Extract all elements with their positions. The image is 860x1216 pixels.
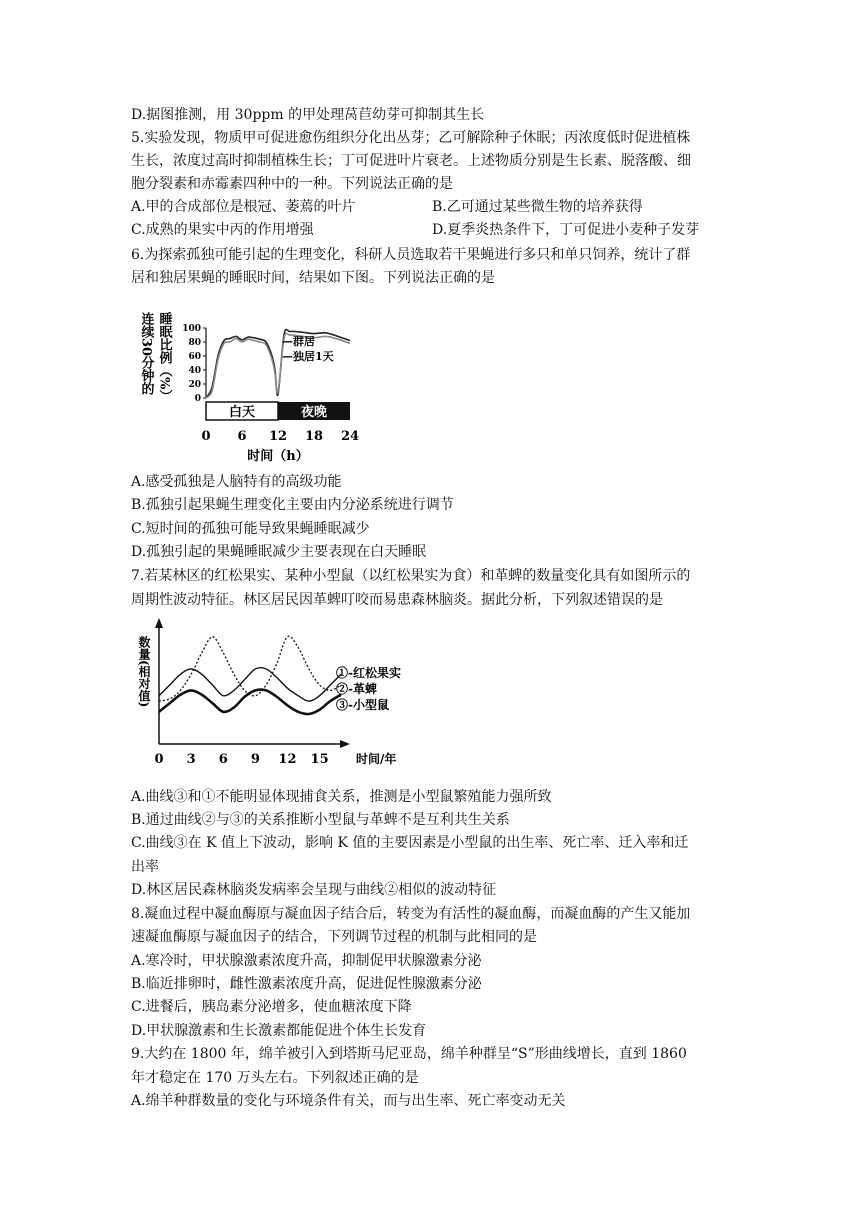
q8-option-c: C.进餐后，胰岛素分泌增多，使血糖浓度下降 <box>131 999 412 1015</box>
q9-stem-line2: 年才稳定在 170 万头左右。下列叙述正确的是 <box>131 1070 419 1086</box>
q5-stem-line3: 胞分裂素和赤霉素四种中的一种。下列说法正确的是 <box>131 176 453 192</box>
sleep-xtick-label: 12 <box>268 429 288 444</box>
sleep-xtick-label: 6 <box>237 429 247 444</box>
y-axis-arrow <box>155 618 163 628</box>
q7-option-a: A.曲线③和①不能明显体现捕食关系，推测是小型鼠繁殖能力强所致 <box>131 789 552 805</box>
sleep-chart <box>134 300 364 470</box>
sleep-legend-group: —群居 <box>282 335 315 348</box>
q5-option-b: B.乙可通过某些微生物的培养获得 <box>432 199 643 215</box>
q4-option-d: D.据图推测，用 30ppm 的甲处理莴苣幼芽可抑制其生长 <box>131 107 485 123</box>
q5-option-a: A.甲的合成部位是根冠、萎蔫的叶片 <box>131 199 356 215</box>
pop-xtick-label: 0 <box>154 752 164 767</box>
daytime-label: 白天 <box>228 405 256 420</box>
legend-tick: ②-革蜱 <box>336 682 377 696</box>
pop-xtick-label: 6 <box>218 752 228 767</box>
q5-option-c: C.成熟的果实中丙的作用增强 <box>131 222 314 238</box>
sleep-xtick-label: 24 <box>340 429 360 444</box>
sleep-ytick-label: 0 <box>194 394 201 404</box>
pop-xtick-label: 9 <box>250 752 260 767</box>
q6-option-c: C.短时间的孤独可能导致果蝇睡眠减少 <box>131 521 370 537</box>
pop-series-line-2 <box>159 690 341 714</box>
q7-option-b: B.通过曲线②与③的关系推断小型鼠与革蜱不是互利共生关系 <box>131 812 510 828</box>
sleep-ytick-label: 100 <box>182 324 201 334</box>
q6-stem-line1: 6.为探索孤独可能引起的生理变化，科研人员选取若干果蝇进行多只和单只饲养，统计了群 <box>131 247 691 263</box>
q7-option-d: D.林区居民森林脑炎发病率会呈现与曲线②相似的波动特征 <box>131 882 497 898</box>
q5-stem-line1: 5.实验发现，物质甲可促进愈伤组织分化出丛芽；乙可解除种子休眠；丙浓度低时促进植株 <box>131 130 691 146</box>
q6-option-d: D.孤独引起的果蝇睡眠减少主要表现在白天睡眠 <box>131 544 427 560</box>
sleep-chart-ylabel-2: 睡眠比例（%） <box>156 312 172 403</box>
q6-option-b: B.孤独引起果蝇生理变化主要由内分泌系统进行调节 <box>131 497 454 513</box>
q7-stem-line1: 7.若某林区的红松果实、某种小型鼠（以红松果实为食）和革蜱的数量变化具有如图所示的 <box>131 568 691 584</box>
q9-option-a: A.绵羊种群数量的变化与环境条件有关，而与出生率、死亡率变动无关 <box>131 1093 566 1109</box>
sleep-xtick-label: 18 <box>304 429 324 444</box>
sleep-chart-ylabel-1: 连续30分钟的 <box>138 312 154 396</box>
q7-stem-line2: 周期性波动特征。林区居民因革蜱叮咬而易患森林脑炎。据此分析，下列叙述错误的是 <box>131 592 663 608</box>
q8-stem-line1: 8.凝血过程中凝血酶原与凝血因子结合后，转变为有活性的凝血酶，而凝血酶的产生又能加 <box>131 906 691 922</box>
legend-mouse: ③-小型鼠 <box>336 698 389 712</box>
sleep-ytick-label: 40 <box>188 366 201 376</box>
sleep-ytick-label: 80 <box>188 338 201 348</box>
sleep-ytick-label: 20 <box>188 380 201 390</box>
q8-stem-line2: 速凝血酶原与凝血因子的结合，下列调节过程的机制与此相同的是 <box>131 929 537 945</box>
pop-xtick-label: 12 <box>278 752 297 767</box>
q8-option-a: A.寒冷时，甲状腺激素浓度升高，抑制促甲状腺激素分泌 <box>131 953 482 969</box>
sleep-legend-solo: —独居1天 <box>282 350 334 363</box>
q5-stem-line2: 生长，浓度过高时抑制植株生长；丁可促进叶片衰老。上述物质分别是生长素、脱落酸、细 <box>131 153 691 169</box>
pop-xtick-label: 3 <box>186 752 196 767</box>
population-chart-xlabel: 时间/年 <box>356 752 397 766</box>
q6-option-a: A.感受孤独是人脑特有的高级功能 <box>131 474 342 490</box>
q7-option-c-line1: C.曲线③在 K 值上下波动，影响 K 值的主要因素是小型鼠的出生率、死亡率、迁入率和迁 <box>131 835 689 851</box>
q6-stem-line2: 居和独居果蝇的睡眠时间，结果如下图。下列说法正确的是 <box>131 270 495 286</box>
night-label: 夜晚 <box>300 405 328 420</box>
q9-stem-line1: 9.大约在 1800 年，绵羊被引入到塔斯马尼亚岛，绵羊种群呈“S”形曲线增长，直到 1860 <box>131 1046 687 1062</box>
q5-option-d: D.夏季炎热条件下，丁可促进小麦种子发芽 <box>432 222 700 238</box>
q8-option-b: B.临近排卵时，雌性激素浓度升高，促进促性腺激素分泌 <box>131 976 482 992</box>
sleep-ytick-label: 60 <box>188 352 201 362</box>
pop-xtick-label: 15 <box>310 752 329 767</box>
pop-series-line-0 <box>159 668 341 701</box>
q8-option-d: D.甲状腺激素和生长激素都能促进个体生长发育 <box>131 1023 427 1039</box>
population-chart-ylabel: 数量(相对值) <box>137 636 151 708</box>
population-chart <box>134 616 424 776</box>
x-axis-arrow <box>340 740 350 748</box>
sleep-series-line-1 <box>206 333 350 398</box>
q7-option-c-line2: 出率 <box>131 859 159 875</box>
sleep-xtick-label: 0 <box>201 429 211 444</box>
sleep-chart-xlabel: 时间（h） <box>247 449 309 464</box>
legend-red-pine: ①-红松果实 <box>336 666 401 680</box>
